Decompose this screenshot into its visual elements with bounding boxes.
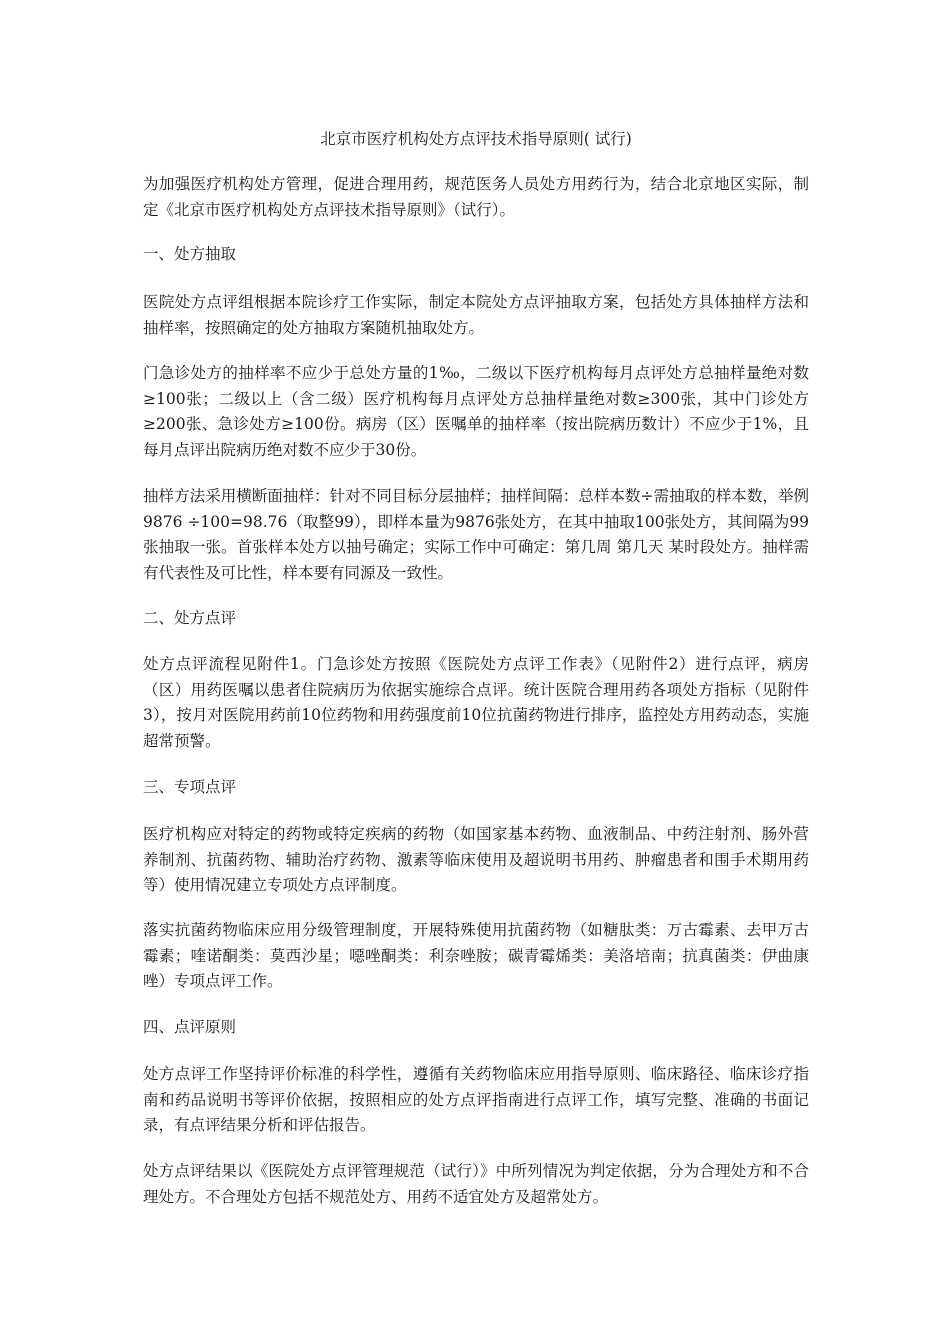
section-1-paragraph-3: 抽样方法采用横断面抽样：针对不同目标分层抽样；抽样间隔：总样本数÷需抽取的样本数，举例 9876 ÷100=98.76（取整99），即样本量为9876张处方，在其中抽取100张处方，其间隔为99张抽取一张。首张样本处方以抽号确定；实际工作中可确定：第几周 第几天 某时段处方。抽样需有代表性及可比性，样本要有同源及一致性。 [143,487,809,582]
section-heading-4: 四、点评原则 [143,1018,237,1036]
section-1-paragraph-2: 门急诊处方的抽样率不应少于总处方量的1‰，二级以下医疗机构每月点评处方总抽样量绝对数≥100张；二级以上（含二级）医疗机构每月点评处方总抽样量绝对数≥300张，其中门诊处方≥200张、急诊处方≥100份。病房（区）医嘱单的抽样率（按出院病历数计）不应少于1%，且每月点评出院病历绝对数不应少于30份。 [143,364,809,459]
intro-paragraph: 为加强医疗机构处方管理，促进合理用药，规范医务人员处方用药行为，结合北京地区实际，制定《北京市医疗机构处方点评技术指导原则》（试行）。 [143,175,809,219]
section-4-paragraph-1: 处方点评工作坚持评价标准的科学性，遵循有关药物临床应用指导原则、临床路径、临床诊疗指南和药品说明书等评价依据，按照相应的处方点评指南进行点评工作，填写完整、准确的书面记录，有点评结果分析和评估报告。 [143,1065,809,1134]
section-3-paragraph-2: 落实抗菌药物临床应用分级管理制度，开展特殊使用抗菌药物（如糖肽类：万古霉素、去甲万古霉素；喹诺酮类：莫西沙星；噁唑酮类：利奈唑胺；碳青霉烯类：美洛培南；抗真菌类：伊曲康唑）专项点评工作。 [143,921,809,990]
document-title: 北京市医疗机构处方点评技术指导原则( 试行) [320,130,632,148]
section-3-paragraph-1: 医疗机构应对特定的药物或特定疾病的药物（如国家基本药物、血液制品、中药注射剂、肠外营养制剂、抗菌药物、辅助治疗药物、激素等临床使用及超说明书用药、肿瘤患者和围手术期用药等）使用情况建立专项处方点评制度。 [143,825,809,894]
section-1-paragraph-1: 医院处方点评组根据本院诊疗工作实际，制定本院处方点评抽取方案，包括处方具体抽样方法和抽样率，按照确定的处方抽取方案随机抽取处方。 [143,293,809,337]
section-heading-1: 一、处方抽取 [143,245,237,263]
section-4-paragraph-2: 处方点评结果以《医院处方点评管理规范（试行）》中所列情况为判定依据，分为合理处方和不合理处方。不合理处方包括不规范处方、用药不适宜处方及超常处方。 [143,1162,809,1206]
section-heading-3: 三、专项点评 [143,778,237,796]
section-2-paragraph-1: 处方点评流程见附件1。门急诊处方按照《医院处方点评工作表》（见附件2）进行点评，病房（区）用药医嘱以患者住院病历为依据实施综合点评。统计医院合理用药各项处方指标（见附件3），按月对医院用药前10位药物和用药强度前10位抗菌药物进行排序，监控处方用药动态，实施超常预警。 [143,655,809,750]
section-heading-2: 二、处方点评 [143,609,237,627]
